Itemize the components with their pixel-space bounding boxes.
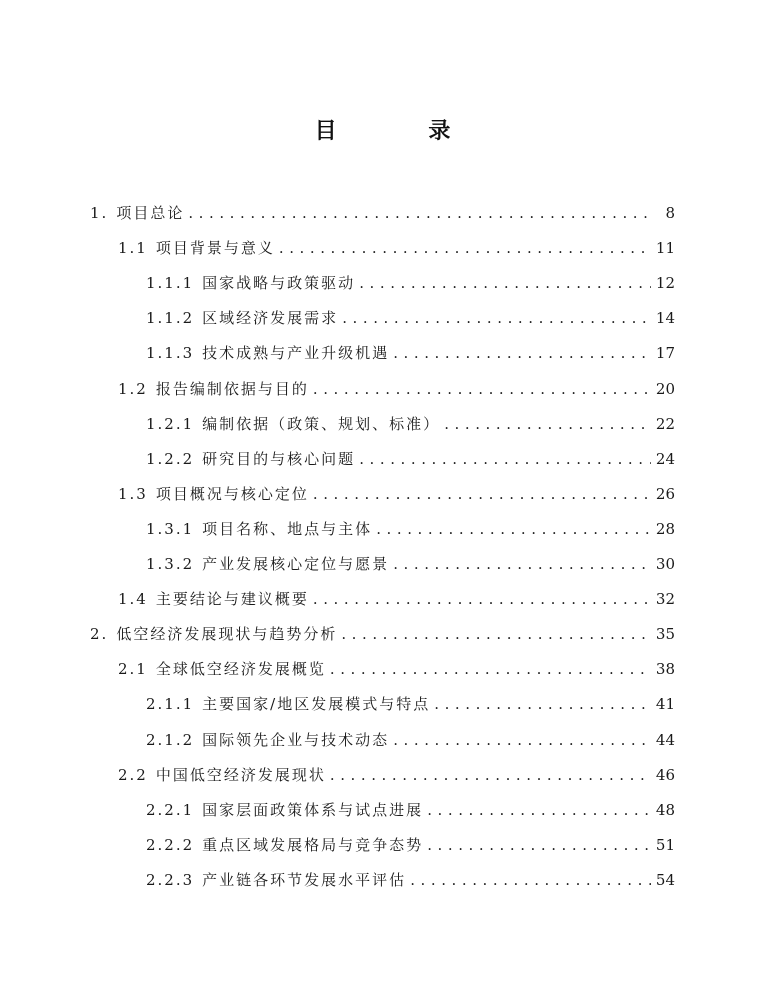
toc-entry-page-number: 38 [655, 660, 675, 679]
toc-entry-page-number: 28 [655, 519, 675, 538]
toc-leader-dots [279, 238, 651, 258]
toc-entry-title: 产业发展核心定位与愿景 [202, 555, 390, 573]
toc-entry-page-number: 12 [655, 274, 675, 293]
toc-entry-title: 项目概况与核心定位 [155, 484, 309, 503]
toc-leader-dots [410, 870, 651, 890]
toc-entry-line [146, 519, 675, 539]
toc-entry-number: 2.2 [118, 765, 148, 784]
toc-entry-title: 重点区域发展格局与竞争态势 [202, 835, 424, 854]
toc-leader-dots [330, 765, 651, 785]
toc-entry-number: 2.2.3 [146, 870, 195, 889]
toc-entry-line [118, 238, 675, 258]
toc-leader-dots [376, 519, 651, 539]
toc-leader-dots [341, 624, 651, 644]
toc-entry[interactable] [0, 715, 765, 750]
toc-entry-number: 2. [90, 625, 109, 644]
toc-entry[interactable] [0, 644, 765, 679]
toc-entry-line [118, 379, 675, 399]
toc-entry-title: 研究目的与核心问题 [202, 449, 356, 468]
toc-entry-page-number: 11 [655, 239, 675, 258]
toc-entry-line [118, 484, 675, 504]
toc-entry-title: 项目总论 [116, 204, 185, 222]
toc-entry-line [146, 343, 675, 363]
toc-entry[interactable] [0, 679, 765, 714]
toc-leader-dots [359, 273, 651, 293]
toc-entry-page-number: 44 [655, 730, 675, 749]
toc-leader-dots [313, 484, 651, 504]
toc-entry-title: 国家战略与政策驱动 [202, 274, 356, 293]
toc-entry-line [146, 730, 675, 750]
toc-entry-title: 主要国家/地区发展模式与特点 [202, 695, 431, 714]
toc-entry[interactable] [0, 328, 765, 363]
toc-leader-dots [188, 203, 651, 223]
toc-entry-page-number: 32 [655, 590, 675, 609]
toc-leader-dots [342, 308, 651, 328]
toc-entry-number: 1.3.2 [146, 555, 195, 573]
toc-entry-number: 2.1.1 [146, 695, 195, 714]
toc-entry-page-number: 17 [655, 344, 675, 363]
toc-leader-dots [393, 730, 651, 750]
toc-entry-title: 技术成熟与产业升级机遇 [202, 344, 390, 363]
toc-leader-dots [393, 343, 651, 363]
toc-entry[interactable] [0, 820, 765, 855]
toc-entry-line [146, 835, 675, 855]
toc-entry-number: 2.1 [118, 660, 148, 679]
toc-entry-number: 2.2.1 [146, 800, 195, 819]
toc-entry-line [90, 203, 675, 223]
toc-title: 目 录 [314, 119, 493, 144]
toc-entry-page-number: 35 [655, 625, 675, 644]
toc-entry-title: 国家层面政策体系与试点进展 [202, 800, 424, 819]
toc-entry[interactable] [0, 750, 765, 785]
toc-entry-number: 1.2.2 [146, 449, 195, 468]
toc-entry-number: 1.3.1 [146, 519, 195, 538]
toc-entry-page-number: 48 [655, 800, 675, 819]
toc-leader-dots [427, 835, 651, 855]
toc-entry-line [118, 659, 675, 679]
toc-entry-page-number: 54 [655, 870, 675, 889]
toc-entry[interactable] [0, 293, 765, 328]
toc-entry[interactable] [0, 188, 765, 223]
toc-entry[interactable] [0, 785, 765, 820]
toc-entry[interactable] [0, 609, 765, 644]
toc-entry[interactable] [0, 223, 765, 258]
toc-leader-dots [434, 694, 651, 714]
toc-entry-number: 1.1 [118, 239, 148, 258]
toc-leader-dots [313, 589, 651, 609]
toc-entry-page-number: 8 [665, 204, 675, 222]
toc-entry-page-number: 51 [655, 835, 675, 854]
toc-entry[interactable] [0, 469, 765, 504]
toc-entry-title: 主要结论与建议概要 [155, 590, 309, 609]
toc-entry-number: 1.4 [118, 590, 148, 609]
toc-entry-line [90, 624, 675, 644]
toc-entry-line [146, 694, 675, 714]
toc-entry-page-number: 22 [655, 414, 675, 433]
toc-entry-page-number: 20 [655, 379, 675, 398]
toc-entry[interactable] [0, 574, 765, 609]
toc-entry-number: 1.1.1 [146, 274, 195, 293]
toc-leader-dots [313, 379, 651, 399]
toc-entry-line [146, 800, 675, 820]
toc-entry[interactable] [0, 539, 765, 574]
toc-entry-line [118, 589, 675, 609]
toc-entry-number: 1.2.1 [146, 414, 195, 433]
toc-leader-dots [359, 449, 651, 469]
toc-entry-title: 产业链各环节发展水平评估 [202, 870, 407, 889]
toc-entry[interactable] [0, 399, 765, 434]
toc-entry-number: 1. [90, 204, 109, 222]
toc-entry-number: 2.1.2 [146, 730, 195, 749]
toc-entry-page-number: 46 [655, 765, 675, 784]
toc-leader-dots [393, 554, 651, 574]
toc-entry-number: 1.3 [118, 484, 148, 503]
toc-entry-number: 1.1.3 [146, 344, 195, 363]
toc-entry-title: 项目名称、地点与主体 [202, 519, 373, 538]
toc-entry-line [146, 414, 675, 434]
toc-entry-line [146, 449, 675, 469]
toc-entry-number: 2.2.2 [146, 835, 195, 854]
toc-entry-title: 低空经济发展现状与趋势分析 [116, 625, 338, 644]
toc-entry[interactable] [0, 364, 765, 399]
toc-entry-page-number: 30 [655, 555, 675, 573]
toc-leader-dots [330, 659, 651, 679]
toc-entry[interactable] [0, 434, 765, 469]
toc-entry-line [146, 308, 675, 328]
toc-leader-dots [444, 414, 651, 434]
toc-entry-title: 编制依据（政策、规划、标准） [202, 414, 441, 433]
toc-entry-line [146, 554, 675, 574]
toc-entry-line [146, 273, 675, 293]
toc-entry-line [146, 870, 675, 890]
toc-leader-dots [427, 800, 651, 820]
toc-entry[interactable] [0, 855, 765, 890]
toc-entry-number: 1.1.2 [146, 309, 195, 328]
toc-entry-title: 区域经济发展需求 [202, 309, 339, 328]
toc-entry-title: 项目背景与意义 [155, 239, 275, 258]
toc-entry-title: 中国低空经济发展现状 [155, 765, 326, 784]
toc-entry-line [118, 765, 675, 785]
toc-entry-title: 全球低空经济发展概览 [155, 660, 326, 679]
toc-entry[interactable] [0, 258, 765, 293]
toc-entry[interactable] [0, 504, 765, 539]
toc-entry-page-number: 14 [655, 309, 675, 328]
toc-entry-page-number: 26 [655, 484, 675, 503]
toc-entry-page-number: 24 [655, 449, 675, 468]
toc-entry-page-number: 41 [655, 695, 675, 714]
toc-entry-title: 报告编制依据与目的 [155, 379, 309, 398]
toc-entry-title: 国际领先企业与技术动态 [202, 730, 390, 749]
toc-entry-number: 1.2 [118, 379, 148, 398]
